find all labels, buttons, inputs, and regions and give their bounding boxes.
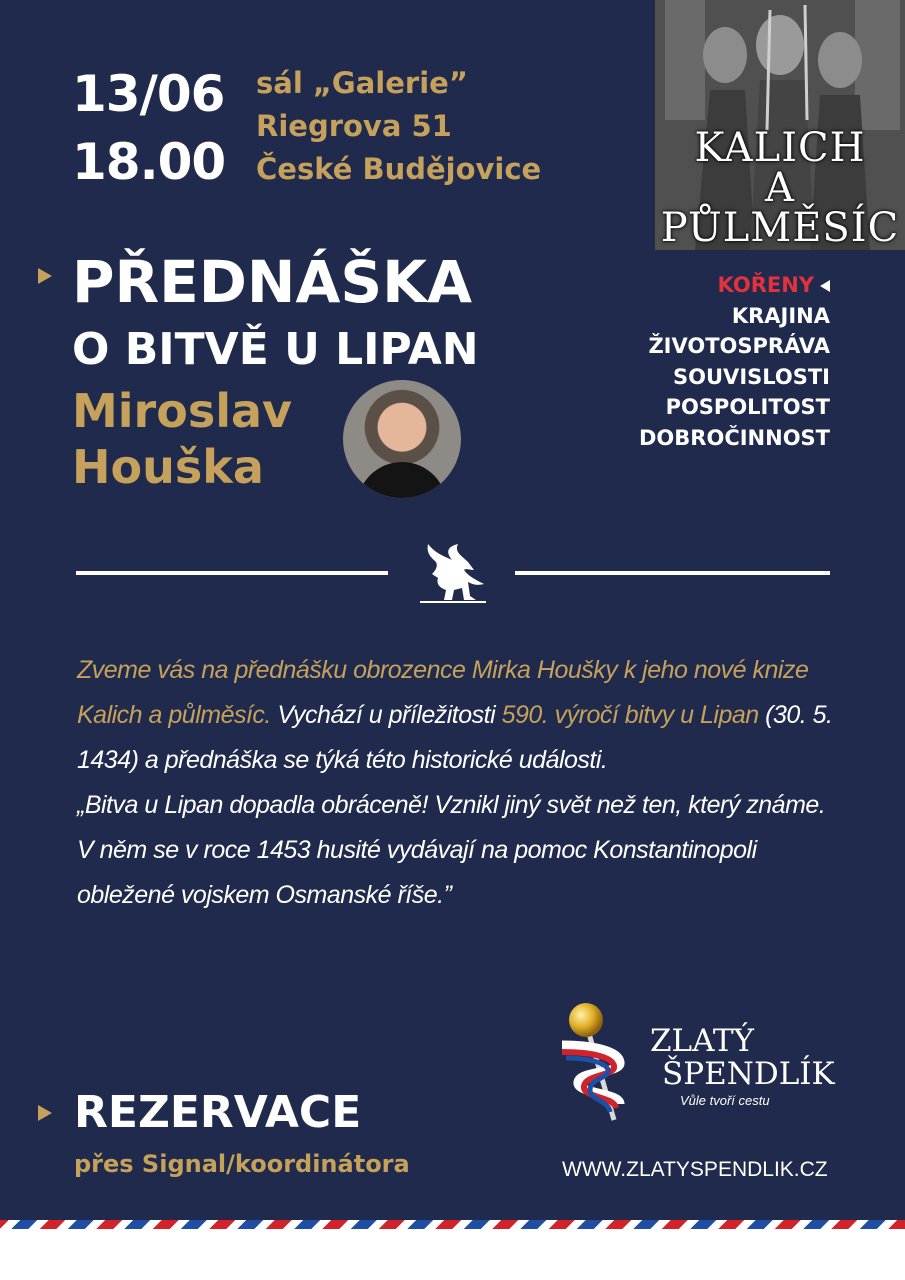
speaker-first-name: Miroslav	[72, 384, 293, 438]
topic-item: KRAJINA	[731, 303, 830, 328]
venue-city: České Budějovice	[256, 152, 542, 186]
logo-name	[648, 1025, 835, 1091]
description-intro: Zveme vás na přednášku obrozence Mirka Houšky k jeho nové knize Kalich a půlměsíc.	[77, 656, 809, 729]
tricolor-border	[0, 1220, 905, 1280]
book-cover	[655, 0, 905, 250]
event-venue	[256, 62, 541, 191]
triangle-left-icon	[820, 280, 830, 292]
speaker-photo	[343, 380, 461, 498]
headline	[72, 245, 479, 381]
event-date: 13/06	[72, 65, 225, 123]
description-text: Vychází u příležitosti	[270, 701, 502, 729]
reservation-subtitle: přes Signal/koordinátora	[74, 1150, 410, 1178]
topic-list	[639, 270, 830, 453]
book-quote: „Bitva u Lipan dopadla obráceně! Vznikl jiný svět než ten, který známe. V něm se v roce 1453 husité vydávají na pomoc Konstantinopoli obležené vojskem Osmanské říše.”	[77, 791, 826, 909]
event-description	[77, 648, 837, 918]
book-title-line1: KALICH	[694, 125, 866, 171]
logo-name-line2: ŠPENDLÍK	[662, 1056, 835, 1092]
topic-item-accent	[639, 270, 830, 301]
speaker-last-name: Houška	[72, 440, 264, 494]
logo-slogan: Vůle tvoří cestu	[680, 1093, 770, 1108]
book-title-line2: A	[765, 165, 795, 211]
book-title-line3: PŮLMĚSÍC	[660, 205, 900, 250]
topic-item: POSPOLITOST	[665, 395, 830, 419]
venue-street: Riegrova 51	[256, 109, 452, 143]
website-link[interactable]: WWW.ZLATYSPENDLIK.CZ	[562, 1158, 828, 1181]
reservation-title: REZERVACE	[74, 1087, 362, 1138]
event-datetime	[72, 60, 225, 196]
headline-title: PŘEDNÁŠKA	[72, 248, 472, 316]
speaker-name	[72, 383, 292, 495]
divider-left	[76, 571, 388, 575]
event-time: 18.00	[72, 133, 226, 191]
venue-hall: sál „Galerie”	[256, 66, 468, 100]
griffin-icon	[414, 540, 492, 606]
reservation-bullet-icon	[38, 1105, 52, 1121]
divider-right	[515, 571, 830, 575]
logo-name-line1: ZLATÝ	[650, 1023, 754, 1059]
headline-subtitle: O BITVĚ U LIPAN	[72, 324, 479, 375]
topic-item: SOUVISLOSTI	[673, 364, 830, 389]
pin-logo-icon	[560, 1000, 650, 1130]
topic-item: DOBROČINNOST	[639, 425, 830, 450]
topic-item: ŽIVOTOSPRÁVA	[648, 334, 830, 358]
book-title	[655, 125, 905, 250]
description-anniversary: 590. výročí bitvy u Lipan	[501, 701, 759, 729]
description-text-2: (30. 5. 1434) a přednáška se týká této historické události.	[77, 701, 833, 774]
headline-bullet-icon	[38, 268, 52, 284]
topic-label: KOŘENY	[717, 273, 814, 297]
